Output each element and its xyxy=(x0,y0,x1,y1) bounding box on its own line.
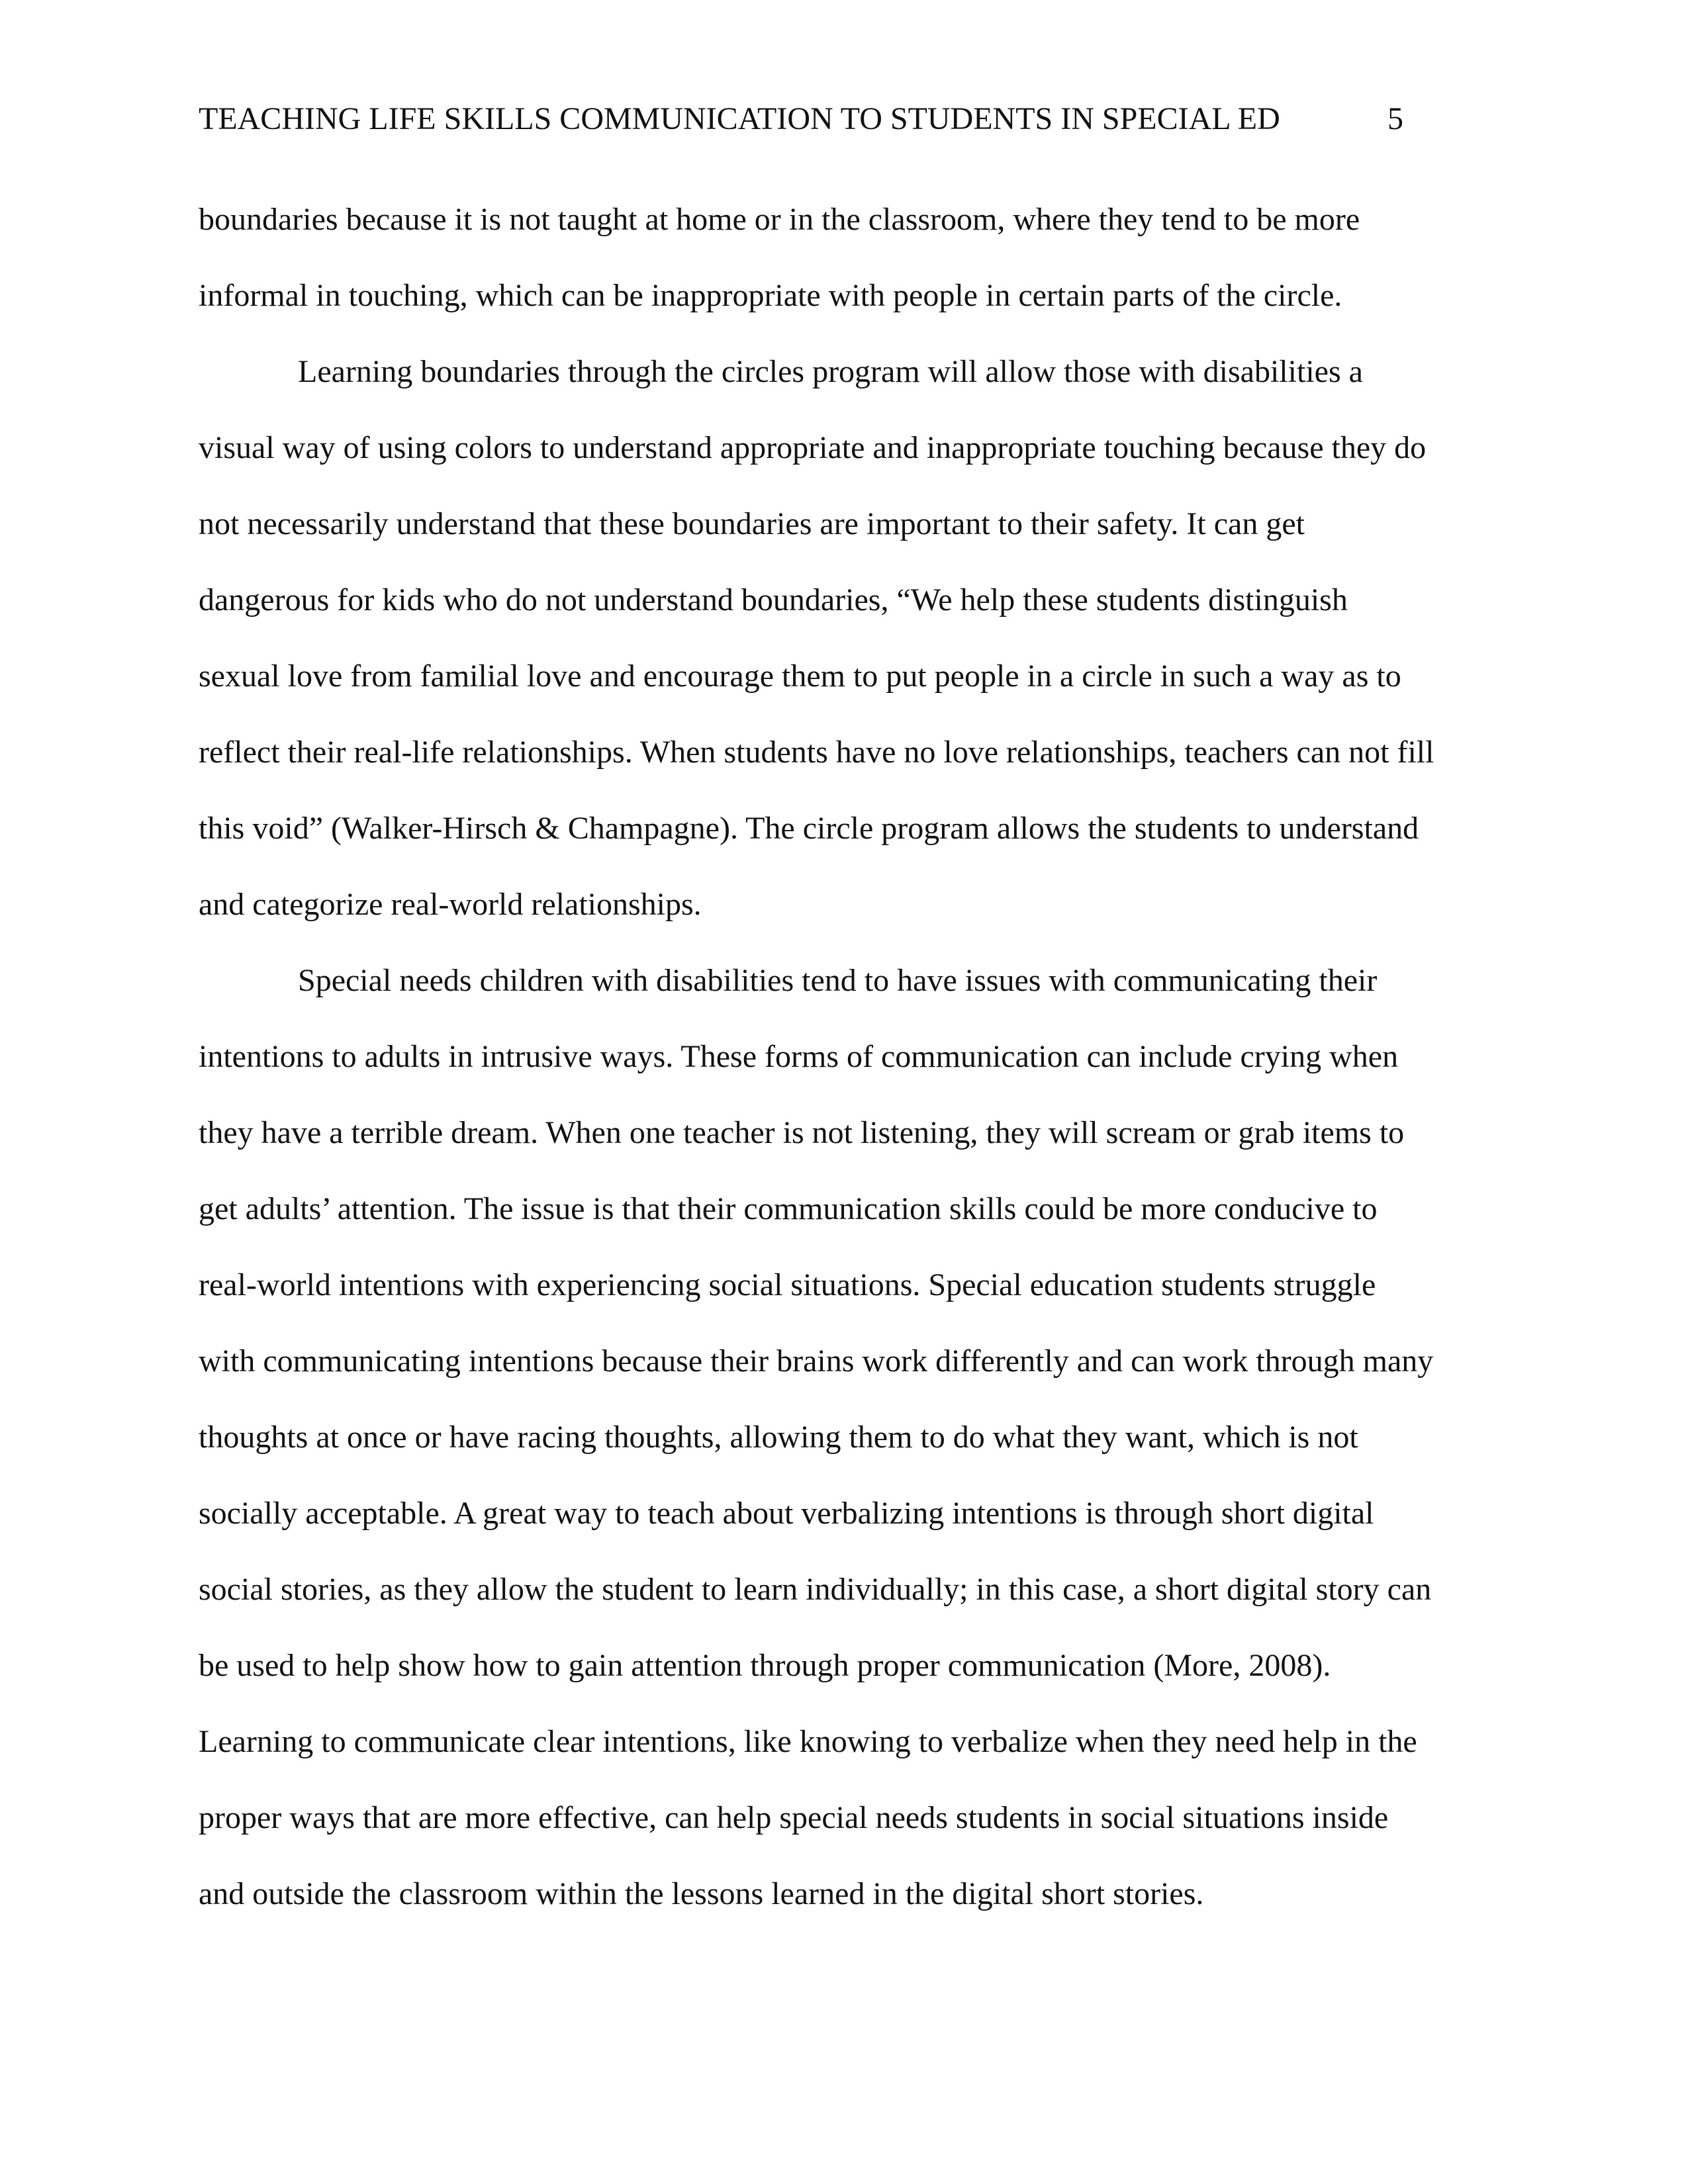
body-line: reflect their real-life relationships. When students have no love relationships, teachers can not fill xyxy=(199,735,1434,770)
body-line: informal in touching, which can be inappropriate with people in certain parts of the circle. xyxy=(199,278,1342,313)
body-line: dangerous for kids who do not understand boundaries, “We help these students distinguish xyxy=(199,582,1348,617)
body-line: social stories, as they allow the student to learn individually; in this case, a short digital story can xyxy=(199,1572,1432,1607)
body-line: thoughts at once or have racing thoughts, allowing them to do what they want, which is not xyxy=(199,1420,1358,1455)
body-line: intentions to adults in intrusive ways. These forms of communication can include crying when xyxy=(199,1039,1399,1074)
body-line: this void” (Walker-Hirsch & Champagne). The circle program allows the students to understand xyxy=(199,811,1419,846)
paragraph-first-line: Special needs children with disabilities tend to have issues with communicating their xyxy=(298,963,1378,998)
body-line: and outside the classroom within the lessons learned in the digital short stories. xyxy=(199,1876,1204,1911)
body-line: boundaries because it is not taught at home or in the classroom, where they tend to be more xyxy=(199,202,1360,237)
body-line: sexual love from familial love and encourage them to put people in a circle in such a way as to xyxy=(199,659,1401,694)
body-line: visual way of using colors to understand appropriate and inappropriate touching because they do xyxy=(199,430,1427,465)
body-line: they have a terrible dream. When one teacher is not listening, they will scream or grab items to xyxy=(199,1115,1405,1150)
body-line: proper ways that are more effective, can help special needs students in social situations inside xyxy=(199,1800,1389,1835)
body-line: Learning to communicate clear intentions, like knowing to verbalize when they need help in the xyxy=(199,1724,1417,1759)
body-line: socially acceptable. A great way to teach about verbalizing intentions is through short digital xyxy=(199,1496,1374,1531)
body-line: real-world intentions with experiencing social situations. Special education students struggle xyxy=(199,1267,1376,1302)
body-line: get adults’ attention. The issue is that their communication skills could be more conducive to xyxy=(199,1191,1378,1226)
paragraph-first-line: Learning boundaries through the circles program will allow those with disabilities a xyxy=(298,354,1363,389)
body-line: be used to help show how to gain attention through proper communication (More, 2008). xyxy=(199,1648,1331,1683)
body-line: not necessarily understand that these boundaries are important to their safety. It can get xyxy=(199,506,1305,541)
page-number: 5 xyxy=(1387,101,1403,136)
running-head: TEACHING LIFE SKILLS COMMUNICATION TO STUDENTS IN SPECIAL ED xyxy=(199,101,1280,136)
body-line: and categorize real-world relationships. xyxy=(199,887,702,922)
body-line: with communicating intentions because their brains work differently and can work through many xyxy=(199,1343,1434,1379)
